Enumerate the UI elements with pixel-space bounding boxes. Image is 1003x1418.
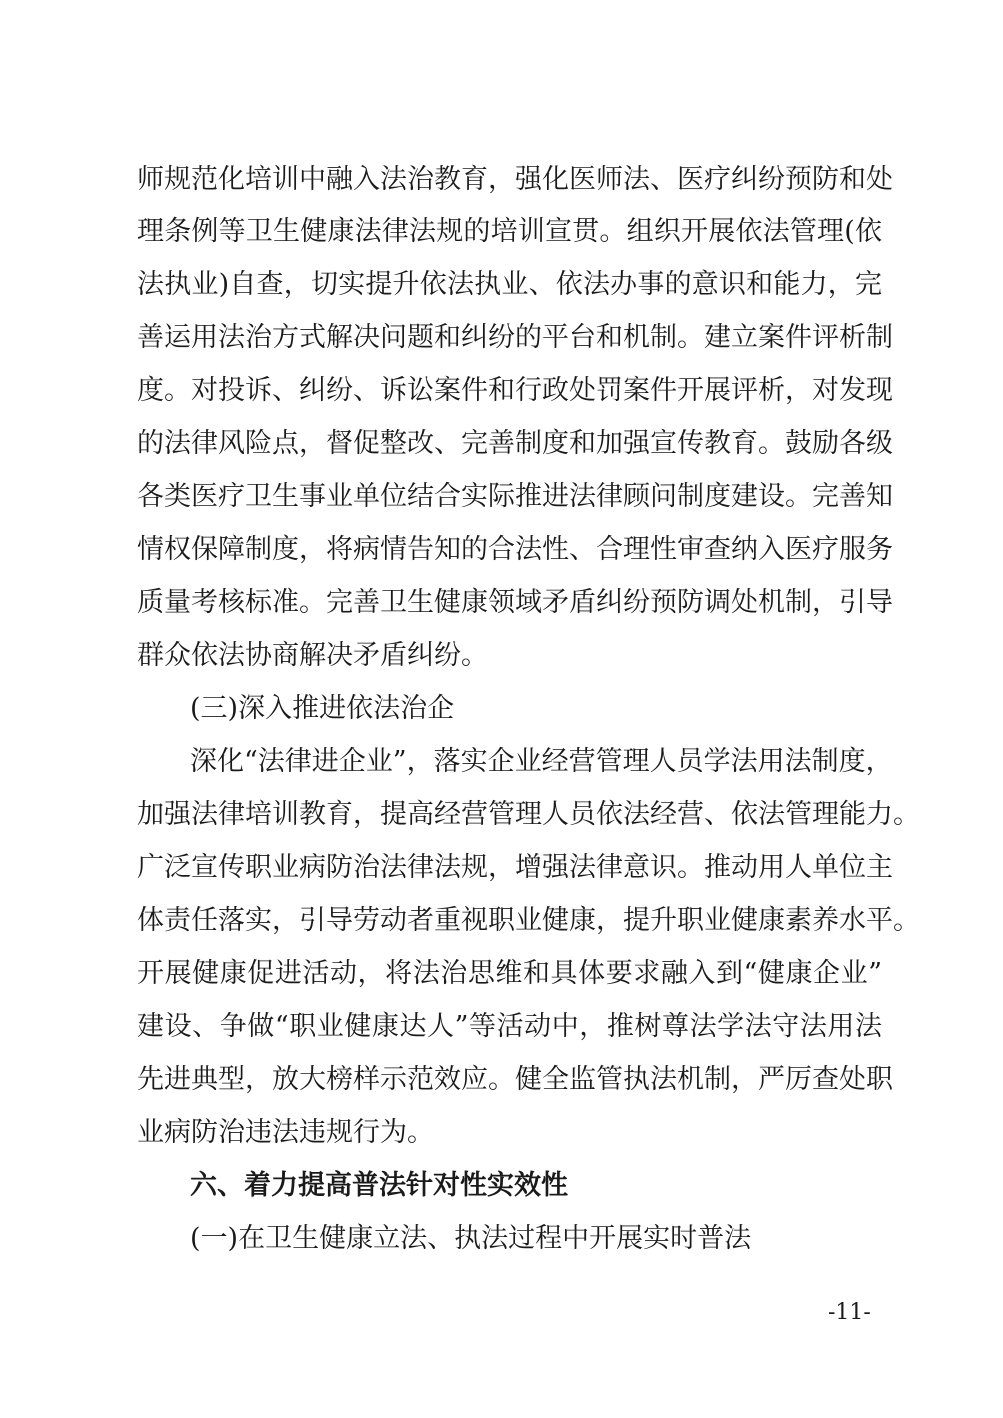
para2-line-4: 体责任落实，引导劳动者重视职业健康，提升职业健康素养水平。 — [137, 905, 920, 936]
section-heading-san: (三)深入推进依法治企 — [190, 693, 455, 724]
section-heading-liu: 六、着力提高普法针对性实效性 — [190, 1170, 568, 1201]
para2-line-1: 深化“法律进企业”，落实企业经营管理人员学法用法制度， — [190, 746, 893, 777]
para1-line-4: 善运用法治方式解决问题和纠纷的平台和机制。建立案件评析制 — [137, 322, 893, 353]
para2-line-6: 建设、争做“职业健康达人”等活动中，推树尊法学法守法用法 — [137, 1011, 882, 1042]
para1-line-2: 理条例等卫生健康法律法规的培训宣贯。组织开展依法管理(依 — [137, 216, 882, 247]
para2-line-3: 广泛宣传职业病防治法律法规，增强法律意识。推动用人单位主 — [137, 852, 893, 883]
para2-line-7: 先进典型，放大榜样示范效应。健全监管执法机制，严厉查处职 — [137, 1064, 893, 1095]
para1-line-10: 群众依法协商解决矛盾纠纷。 — [137, 640, 488, 671]
para2-line-8: 业病防治违法违规行为。 — [137, 1117, 434, 1148]
para1-line-8: 情权保障制度，将病情告知的合法性、合理性审查纳入医疗服务 — [137, 534, 893, 565]
para1-line-3: 法执业)自查，切实提升依法执业、依法办事的意识和能力，完 — [137, 269, 882, 300]
page-number: -11- — [828, 1300, 871, 1325]
para1-line-7: 各类医疗卫生事业单位结合实际推进法律顾问制度建设。完善知 — [137, 481, 893, 512]
para2-line-5: 开展健康促进活动，将法治思维和具体要求融入到“健康企业” — [137, 958, 882, 989]
para2-line-2: 加强法律培训教育，提高经营管理人员依法经营、依法管理能力。 — [137, 799, 920, 830]
para1-line-1: 师规范化培训中融入法治教育，强化医师法、医疗纠纷预防和处 — [137, 164, 893, 195]
para1-line-9: 质量考核标准。完善卫生健康领域矛盾纠纷预防调处机制，引导 — [137, 587, 893, 618]
para1-line-5: 度。对投诉、纠纷、诉讼案件和行政处罚案件开展评析，对发现 — [137, 375, 893, 406]
para1-line-6: 的法律风险点，督促整改、完善制度和加强宣传教育。鼓励各级 — [137, 428, 893, 459]
subsection-heading-yi: (一)在卫生健康立法、执法过程中开展实时普法 — [190, 1223, 752, 1254]
